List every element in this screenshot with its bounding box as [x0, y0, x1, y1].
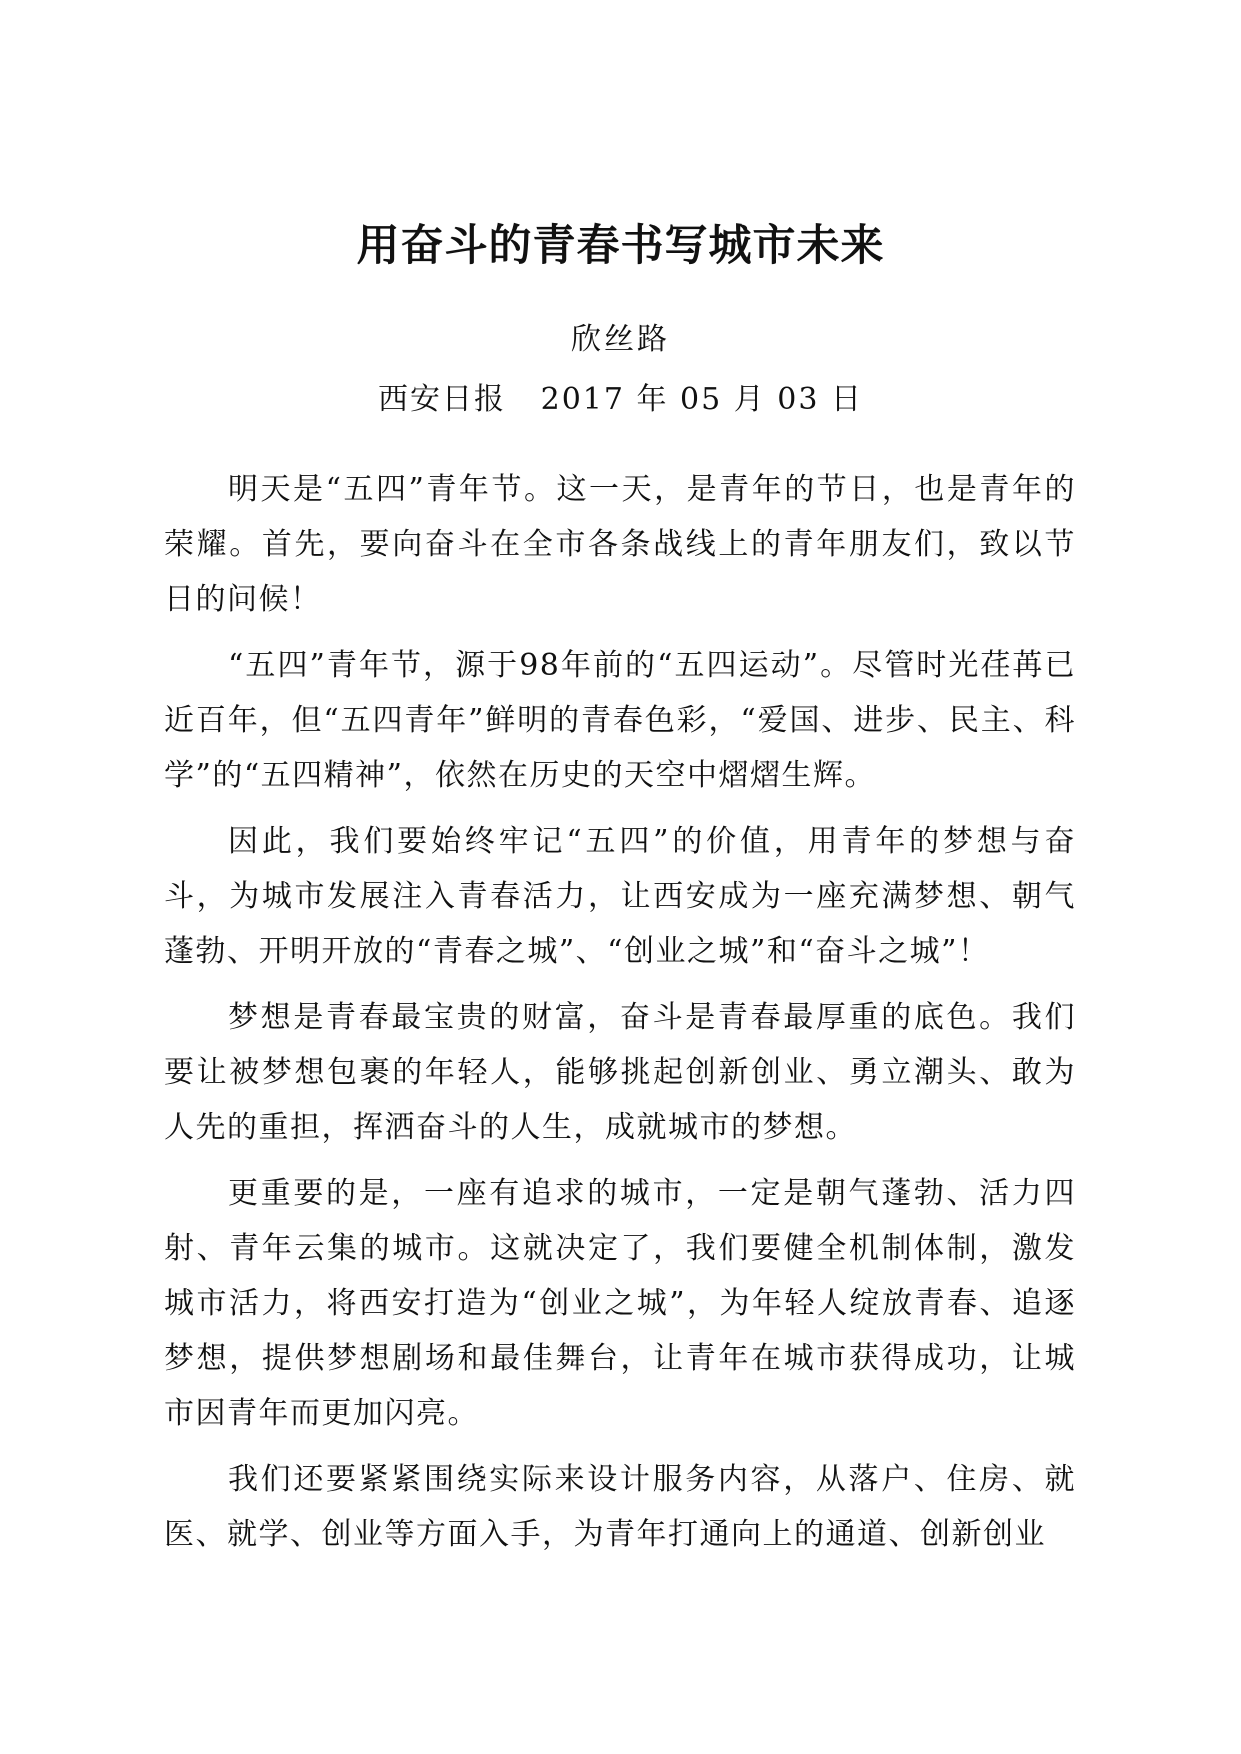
- paragraph: 明天是“五四”青年节。这一天，是青年的节日，也是青年的荣耀。首先，要向奋斗在全市各条战线上的青年朋友们，致以节日的问候！: [164, 472, 1076, 617]
- publication-date: 2017 年 05 月 03 日: [540, 382, 863, 417]
- paragraph: 梦想是青春最宝贵的财富，奋斗是青春最厚重的底色。我们要让被梦想包裹的年轻人，能够挑起创新创业、勇立潮头、敢为人先的重担，挥洒奋斗的人生，成就城市的梦想。: [164, 1000, 1076, 1145]
- article-source: [0, 378, 1241, 422]
- publication-name: 西安日报: [378, 382, 506, 417]
- article-author: 欣丝路: [571, 322, 670, 357]
- source-spacer: [506, 382, 541, 417]
- paragraph: 我们还要紧紧围绕实际来设计服务内容，从落户、住房、就医、就学、创业等方面入手，为青年打通向上的通道、创新创业: [164, 1462, 1076, 1552]
- paragraph: 更重要的是，一座有追求的城市，一定是朝气蓬勃、活力四射、青年云集的城市。这就决定了，我们要健全机制体制，激发城市活力，将西安打造为“创业之城”，为年轻人绽放青春、追逐梦想，提供梦想剧场和最佳舞台，让青年在城市获得成功，让城市因青年而更加闪亮。: [164, 1176, 1076, 1431]
- article-body: [164, 462, 1076, 1573]
- article-title: 用奋斗的青春书写城市未来: [356, 221, 885, 271]
- paragraph: “五四”青年节，源于98年前的“五四运动”。尽管时光荏苒已近百年，但“五四青年”鲜明的青春色彩，“爱国、进步、民主、科学”的“五四精神”，依然在历史的天空中熠熠生辉。: [164, 648, 1076, 793]
- paragraph: 因此，我们要始终牢记“五四”的价值，用青年的梦想与奋斗，为城市发展注入青春活力，让西安成为一座充满梦想、朝气蓬勃、开明开放的“青春之城”、“创业之城”和“奋斗之城”！: [164, 824, 1076, 969]
